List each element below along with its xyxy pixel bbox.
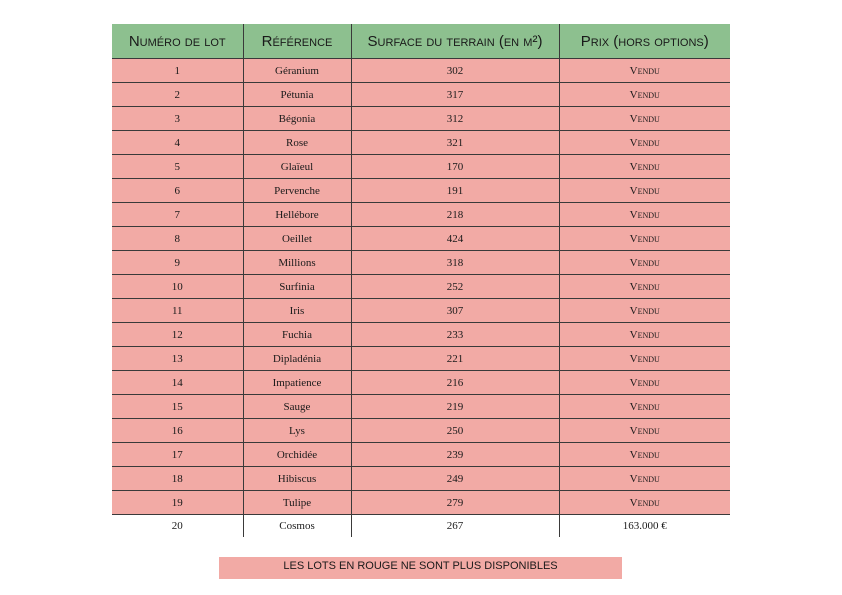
table-row	[112, 155, 730, 179]
lot-number-cell: 2	[112, 83, 243, 107]
table-row	[112, 179, 730, 203]
lot-number-cell: 19	[112, 491, 243, 515]
lot-number-cell: 5	[112, 155, 243, 179]
price-cell: Vendu	[559, 419, 730, 443]
table-row	[112, 83, 730, 107]
surface-cell: 239	[351, 443, 559, 467]
surface-cell: 221	[351, 347, 559, 371]
table-row	[112, 419, 730, 443]
lot-number-cell: 1	[112, 59, 243, 83]
lot-number-cell: 15	[112, 395, 243, 419]
lot-number-cell: 10	[112, 275, 243, 299]
reference-cell: Orchidée	[243, 443, 351, 467]
lot-number-cell: 8	[112, 227, 243, 251]
reference-cell: Hibiscus	[243, 467, 351, 491]
header-price: Prix (hors options)	[559, 24, 730, 59]
reference-cell: Hellébore	[243, 203, 351, 227]
price-cell: Vendu	[559, 83, 730, 107]
price-cell: Vendu	[559, 299, 730, 323]
reference-cell: Impatience	[243, 371, 351, 395]
price-cell: Vendu	[559, 347, 730, 371]
lot-number-cell: 20	[112, 515, 243, 538]
price-cell: Vendu	[559, 155, 730, 179]
table-row	[112, 491, 730, 515]
lot-number-cell: 3	[112, 107, 243, 131]
surface-cell: 321	[351, 131, 559, 155]
lot-number-cell: 12	[112, 323, 243, 347]
reference-cell: Rose	[243, 131, 351, 155]
legend-note: LES LOTS EN ROUGE NE SONT PLUS DISPONIBLES	[219, 557, 622, 579]
lot-number-cell: 4	[112, 131, 243, 155]
surface-cell: 267	[351, 515, 559, 538]
header-surface: Surface du terrain (en m²)	[351, 24, 559, 59]
table-row	[112, 443, 730, 467]
lot-number-cell: 9	[112, 251, 243, 275]
table-row	[112, 251, 730, 275]
surface-cell: 424	[351, 227, 559, 251]
table-row	[112, 299, 730, 323]
price-cell: Vendu	[559, 371, 730, 395]
lots-table	[112, 24, 730, 537]
table-row	[112, 467, 730, 491]
reference-cell: Bégonia	[243, 107, 351, 131]
reference-cell: Pétunia	[243, 83, 351, 107]
price-cell: Vendu	[559, 227, 730, 251]
lot-number-cell: 14	[112, 371, 243, 395]
lot-number-cell: 11	[112, 299, 243, 323]
table-row	[112, 131, 730, 155]
table-row	[112, 395, 730, 419]
surface-cell: 216	[351, 371, 559, 395]
reference-cell: Surfinia	[243, 275, 351, 299]
surface-cell: 218	[351, 203, 559, 227]
price-cell: Vendu	[559, 395, 730, 419]
surface-cell: 312	[351, 107, 559, 131]
surface-cell: 252	[351, 275, 559, 299]
price-cell: Vendu	[559, 131, 730, 155]
reference-cell: Tulipe	[243, 491, 351, 515]
price-cell: Vendu	[559, 203, 730, 227]
reference-cell: Lys	[243, 419, 351, 443]
lot-number-cell: 13	[112, 347, 243, 371]
lot-number-cell: 17	[112, 443, 243, 467]
price-cell: Vendu	[559, 443, 730, 467]
table-row	[112, 323, 730, 347]
price-cell: Vendu	[559, 467, 730, 491]
price-cell: Vendu	[559, 107, 730, 131]
price-cell: Vendu	[559, 179, 730, 203]
reference-cell: Millions	[243, 251, 351, 275]
surface-cell: 279	[351, 491, 559, 515]
reference-cell: Oeillet	[243, 227, 351, 251]
reference-cell: Fuchia	[243, 323, 351, 347]
surface-cell: 318	[351, 251, 559, 275]
header-lot-number: Numéro de lot	[112, 24, 243, 59]
surface-cell: 233	[351, 323, 559, 347]
table-row	[112, 347, 730, 371]
reference-cell: Iris	[243, 299, 351, 323]
table-row	[112, 107, 730, 131]
lot-number-cell: 6	[112, 179, 243, 203]
reference-cell: Géranium	[243, 59, 351, 83]
lot-number-cell: 16	[112, 419, 243, 443]
table-row	[112, 515, 730, 538]
surface-cell: 307	[351, 299, 559, 323]
surface-cell: 191	[351, 179, 559, 203]
header-reference: Référence	[243, 24, 351, 59]
surface-cell: 249	[351, 467, 559, 491]
table-row	[112, 59, 730, 83]
reference-cell: Dipladénia	[243, 347, 351, 371]
price-cell: Vendu	[559, 491, 730, 515]
price-cell: Vendu	[559, 251, 730, 275]
price-cell: Vendu	[559, 275, 730, 299]
table-row	[112, 227, 730, 251]
price-cell: 163.000 €	[559, 515, 730, 538]
price-cell: Vendu	[559, 59, 730, 83]
surface-cell: 170	[351, 155, 559, 179]
surface-cell: 302	[351, 59, 559, 83]
surface-cell: 250	[351, 419, 559, 443]
table-row	[112, 275, 730, 299]
lot-number-cell: 18	[112, 467, 243, 491]
table-row	[112, 371, 730, 395]
reference-cell: Cosmos	[243, 515, 351, 538]
reference-cell: Sauge	[243, 395, 351, 419]
price-cell: Vendu	[559, 323, 730, 347]
lot-number-cell: 7	[112, 203, 243, 227]
surface-cell: 219	[351, 395, 559, 419]
surface-cell: 317	[351, 83, 559, 107]
header-row	[112, 24, 730, 59]
reference-cell: Pervenche	[243, 179, 351, 203]
table-row	[112, 203, 730, 227]
reference-cell: Glaïeul	[243, 155, 351, 179]
